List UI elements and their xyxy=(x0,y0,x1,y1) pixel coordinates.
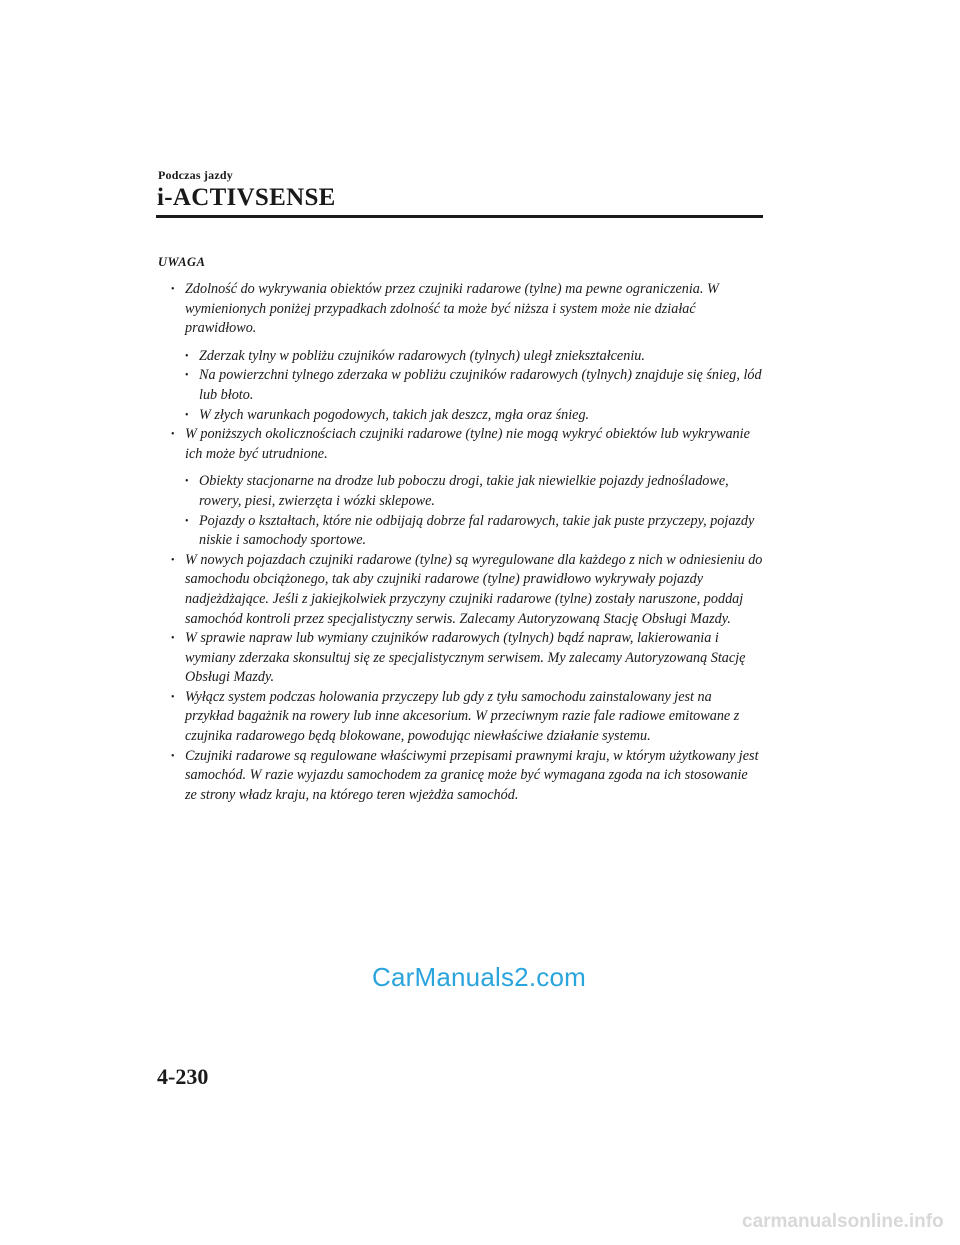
note-subitem: • Zderzak tylny w pobliżu czujników radarowych (tylnych) uległ zniekształceniu. xyxy=(159,347,763,367)
page-number: 4-230 xyxy=(157,1064,209,1089)
header-rule xyxy=(156,215,763,218)
note-item: • W sprawie napraw lub wymiany czujników radarowych (tylnych) bądź napraw, lakierowania i wymiany zderzaka skonsultuj się ze specjalistycznym serwisem. My zalecamy Autoryzowaną Stację Obsługi Mazdy. xyxy=(159,629,763,688)
section-label: Podczas jazdy xyxy=(158,168,233,182)
note-item: • Czujniki radarowe są regulowane właściwymi przepisami prawnymi kraju, w którym użytkowany jest samochód. W razie wyjazdu samochodem za granicę może być wymagana zgoda na ich stosowanie ze strony władz kraju, na którego teren wjeżdża samochód. xyxy=(159,747,763,806)
note-item: • W nowych pojazdach czujniki radarowe (tylne) są wyregulowane dla każdego z nich w odniesieniu do samochodu obciążonego, tak aby czujniki radarowe (tylne) prawidłowo wykrywały pojazdy nadjeżdżające. Jeśli z jakiejkolwiek przyczyny czujniki radarowe (tylne) zostały naruszone, poddaj samochód kontroli przez specjalistyczny serwis. Zalecamy Autoryzowaną Stację Obsługi Mazdy. xyxy=(159,551,763,629)
note-subitem: • Pojazdy o kształtach, które nie odbijają dobrze fal radarowych, takie jak puste przyczepy, pojazdy niskie i samochody sportowe. xyxy=(159,512,763,551)
note-item: • Zdolność do wykrywania obiektów przez czujniki radarowe (tylne) ma pewne ograniczenia. W wymienionych poniżej przypadkach zdolność ta może być niższa i system może nie działać prawidłowo. xyxy=(159,280,763,339)
note-subitem: • Na powierzchni tylnego zderzaka w pobliżu czujników radarowych (tylnych) znajduje się śnieg, lód lub błoto. xyxy=(159,366,763,405)
chapter-title: i-ACTIVSENSE xyxy=(157,184,336,211)
watermark-link[interactable]: CarManuals2.com xyxy=(372,962,586,992)
note-item: • Wyłącz system podczas holowania przyczepy lub gdy z tyłu samochodu zainstalowany jest na przykład bagażnik na rowery lub inne akcesorium. W przeciwnym razie fale radiowe emitowane z czujnika radarowego będą blokowane, powodując niewłaściwe działanie systemu. xyxy=(159,688,763,747)
note-item: • W poniższych okolicznościach czujniki radarowe (tylne) nie mogą wykryć obiektów lub wykrywanie ich może być utrudnione. xyxy=(159,425,763,464)
note-subitem: • Obiekty stacjonarne na drodze lub poboczu drogi, takie jak niewielkie pojazdy jednośladowe, rowery, piesi, zwierzęta i wózki sklepowe. xyxy=(159,472,763,511)
note-heading: UWAGA xyxy=(158,255,206,269)
note-content xyxy=(159,280,763,805)
footer-site-watermark: carmanualsonline.info xyxy=(742,1211,944,1232)
note-subitem: • W złych warunkach pogodowych, takich jak deszcz, mgła oraz śnieg. xyxy=(159,406,763,426)
